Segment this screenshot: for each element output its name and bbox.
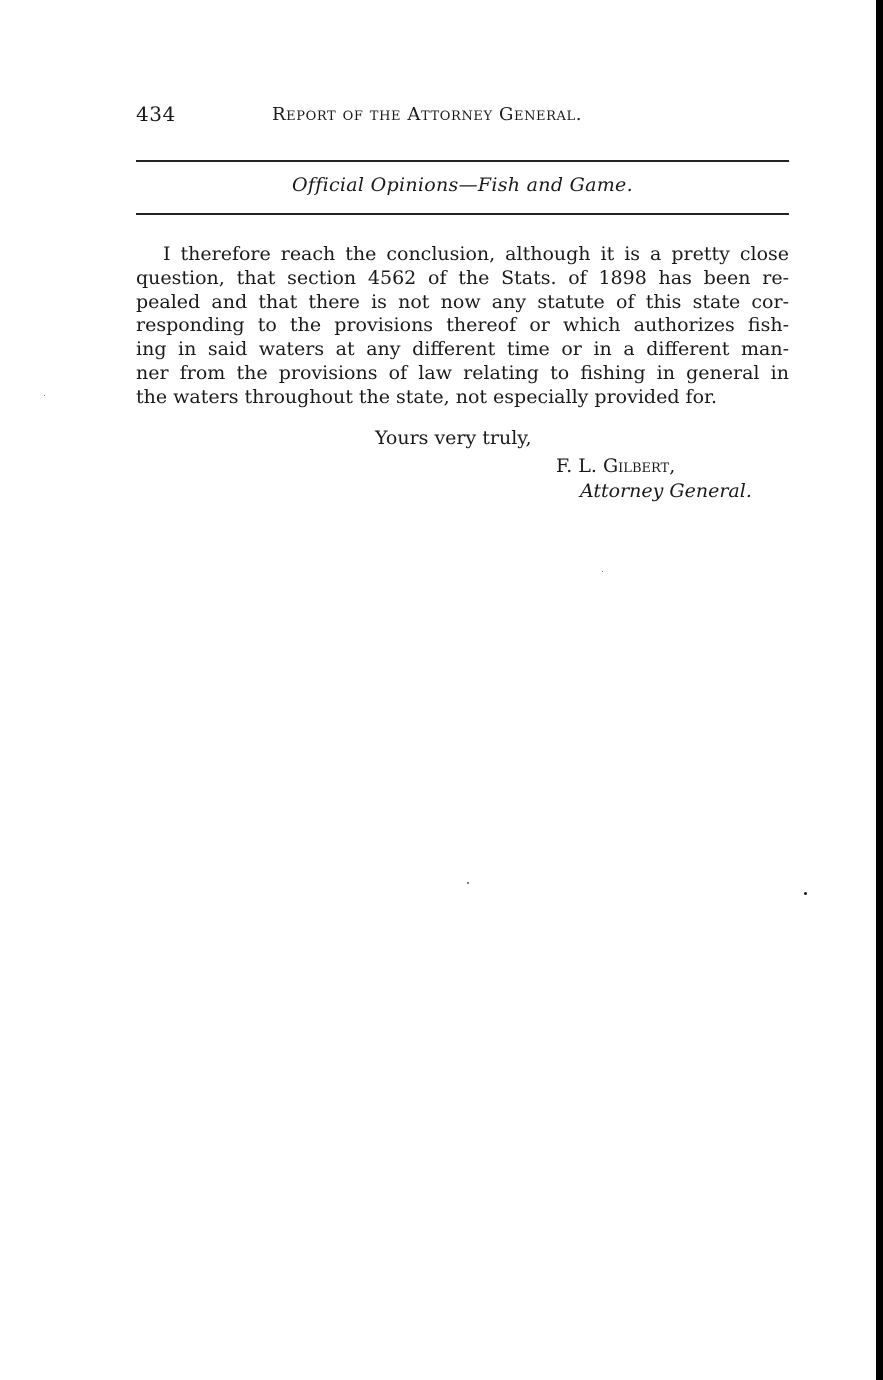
page-edge-shadow <box>876 0 883 1380</box>
bottom-rule <box>136 213 789 215</box>
paragraph-line: question, that section 4562 of the Stats. of 1898 has been re- <box>136 266 789 289</box>
complimentary-close: Yours very truly, <box>375 427 532 449</box>
page-number: 434 <box>136 102 176 126</box>
scan-speck <box>602 571 603 572</box>
scan-speck <box>804 892 807 895</box>
paragraph-line: ner from the provisions of law relating to fishing in general in <box>136 361 789 384</box>
paragraph-line: ing in said waters at any different time or in a different man- <box>136 338 789 361</box>
paragraph-line: pealed and that there is not now any statute of this state cor- <box>136 290 789 313</box>
running-head: Report of the Attorney General. <box>272 104 583 125</box>
paragraph-line: the waters throughout the state, not especially provided for. <box>136 385 718 408</box>
scan-speck <box>44 395 45 396</box>
opinion-paragraph <box>136 243 789 410</box>
paragraph-line: responding to the provisions thereof or which authorizes fish- <box>136 314 789 337</box>
section-title: Official Opinions—Fish and Game. <box>292 174 633 196</box>
scan-speck <box>467 882 469 884</box>
signer-title: Attorney General. <box>580 480 752 502</box>
top-rule <box>136 160 789 162</box>
signer-name: F. L. Gilbert, <box>556 455 676 477</box>
paragraph-line: I therefore reach the conclusion, although it is a pretty close <box>163 243 789 265</box>
